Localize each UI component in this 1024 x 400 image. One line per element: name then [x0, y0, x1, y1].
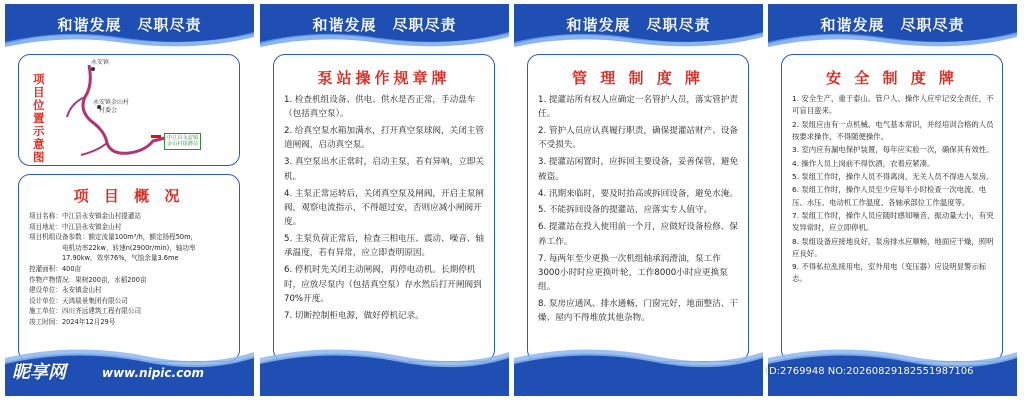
list-item: 1. 检查机组设备、供电、供水是否正常，手动盘车（包括真空泵）。: [284, 95, 476, 120]
fact-line: 电机功率22kw，转速n(2900r/min)，轴功率: [29, 243, 196, 252]
map-label-village-committee: 村委会: [99, 107, 118, 114]
list-item: 3. 真空泵出水正常时，启动主泵，若有异响，立即关机。: [284, 157, 484, 182]
list-item: 9. 不得私拉乱接用电，室外用电（变压器）应设明显警示标志。: [792, 262, 987, 284]
watermark-brand: 昵享网: [12, 362, 66, 383]
fact-line: 项目地址：中江县永安镇金山村: [29, 222, 122, 231]
overview-card: [18, 174, 240, 362]
rules-list: [538, 93, 742, 328]
map-station-line1: 中江县永安镇: [167, 135, 199, 141]
card-title: 管 理 制 度 牌: [572, 69, 704, 87]
board-header: [768, 4, 1017, 48]
card-title: 安 全 制 度 牌: [826, 69, 958, 87]
fact-line: 作物产物情况：果树200亩，水稻200亩: [29, 275, 147, 284]
fact-line: 竣工时间：2024年12月29号: [29, 317, 116, 326]
fact-line: 设计单位：天鸿瑞景集团有限公司: [29, 296, 128, 305]
map-title: 项目位置示意图: [33, 72, 45, 164]
fact-line: 项目机组设备参数：额定流量100m³/h，额定扬程50m，: [29, 233, 198, 242]
list-item: 2. 泵组应由有一点机械、电气基本常识，并经培训合格的人员按要求操作，不得随便操作。: [792, 119, 994, 141]
rules-card: [781, 54, 1003, 362]
watermark-url: www.nipic.com: [102, 366, 204, 380]
map-label-village: 永安镇金山村: [93, 99, 130, 106]
fact-line: 控灌面积：400亩: [29, 264, 82, 273]
list-item: 7. 切断控制柜电源，做好停机记录。: [284, 310, 424, 321]
location-map-card: [18, 54, 240, 166]
list-item: 3. 室内应有漏电保护装置，每年应实验一次，确保其有效性。: [792, 145, 994, 155]
footer-wave-graphic: [514, 342, 763, 396]
list-item: 4. 主泵正常运转后，关闭真空泵及闸阀，开启主泵闸阀，观察电流指示，不得超过安，否则应减小闸阀开度。: [284, 188, 484, 228]
list-item: 8. 泵组设备应接地良好，泵房排水应顺畅，地面应干燥，照明应良好。: [792, 236, 994, 258]
card-title: 泵站操作规章牌: [317, 69, 451, 87]
board-header: [260, 4, 509, 48]
board-footer: [514, 342, 763, 396]
list-item: 6. 停机时先关闭主动闸阀，再停电动机。长期停机时，应放尽泵内（包括真空泵）存水然后打开闸阀到70%开度。: [284, 265, 482, 304]
list-item: 4. 汛期来临时，要及时抬高或拆回设备，避免水淹。: [538, 188, 738, 199]
list-item: 2. 给真空泵水箱加满水，打开真空泵球阀，关闭主管道闸阀，启动真空泵。: [284, 126, 484, 151]
rules-card: [527, 54, 749, 362]
list-item: 7. 泵组工作时，操作人员应随时感知噪音、振动量大小，有突发异常时，应立即停机。: [792, 210, 994, 233]
map-label-town: 永安镇: [91, 59, 110, 66]
rules-list: [284, 93, 488, 326]
list-item: 1. 安全生产，重于泰山。管户人、操作人应牢记安全责任，不可盲目蛮来。: [792, 94, 994, 116]
fact-line: 建设单位：永安镇金山村: [29, 286, 102, 295]
fact-line: 施工单位：四川齐远建筑工程有限公司: [29, 307, 142, 316]
board-footer: [260, 342, 509, 396]
board-safety: [768, 4, 1017, 396]
slogan: 和谐发展 尽职尽责: [566, 16, 711, 34]
overview-facts: [29, 211, 235, 328]
board-management: [514, 4, 763, 396]
map-station-box: [164, 133, 201, 150]
board-header: [5, 4, 254, 48]
list-item: 8. 泵房应通风、排水通畅，门窗完好，地面整洁、干燥、屋内不得堆放其他杂物。: [538, 299, 738, 324]
list-item: 5. 主泵负荷正常后，检查三相电压、震动、噪音、轴承温度，若有异常，应立即查明原因。: [284, 234, 484, 259]
list-item: 6. 提灌站在投入使用前一个月，应做好设备检修、保养工作。: [538, 222, 738, 247]
list-item: 4. 操作人员上岗前不得饮酒，衣着应紧凑。: [792, 158, 935, 168]
footer-wave-graphic: [260, 342, 509, 396]
fact-line: 项目名称：中江县永安镇金山村提灌站: [29, 212, 142, 220]
list-item: 5. 泵组工作时，操作人员不得离岗，无关人员不得进入泵房。: [792, 171, 994, 181]
rules-list: [792, 93, 996, 287]
list-item: 5. 不能拆回设备的提灌站，应落实专人值守。: [538, 205, 713, 216]
board-header: [514, 4, 763, 48]
location-map: [19, 55, 240, 166]
list-item: 1. 提灌站所有权人应确定一名管护人员，落实管护责任。: [538, 95, 738, 120]
map-station-line2: 金山村提灌站: [167, 141, 199, 148]
board-pump-operation: [260, 4, 509, 396]
list-item: 3. 提灌站闲置时，应拆回主要设备，妥善保管，避免被盗。: [538, 157, 738, 182]
list-item: 7. 每两年至少更换一次机组轴承润滑油，泵工作3000小时时应更换叶轮，工作8000小时应更换泵组。: [538, 253, 728, 293]
overview-title: 项 目 概 况: [73, 187, 185, 205]
fact-line: 17.90kw，效率76%，气蚀余量3.6me: [29, 254, 179, 263]
slogan: 和谐发展 尽职尽责: [57, 16, 202, 34]
image-id-label: ID:2769948 NO:20260829182551987106: [766, 366, 974, 377]
list-item: 6. 泵组工作时，操作人员至少应每半小时检查一次电流、电压、水压、电动机工作温度、各轴承部位工作温度等。: [792, 185, 987, 207]
slogan: 和谐发展 尽职尽责: [820, 16, 965, 34]
slogan: 和谐发展 尽职尽责: [312, 16, 457, 34]
board-project-overview: [5, 4, 254, 396]
list-item: 2. 管护人员应认真履行职责，确保提灌站财产、设备不受损失。: [538, 126, 738, 151]
rules-card: [273, 54, 495, 362]
